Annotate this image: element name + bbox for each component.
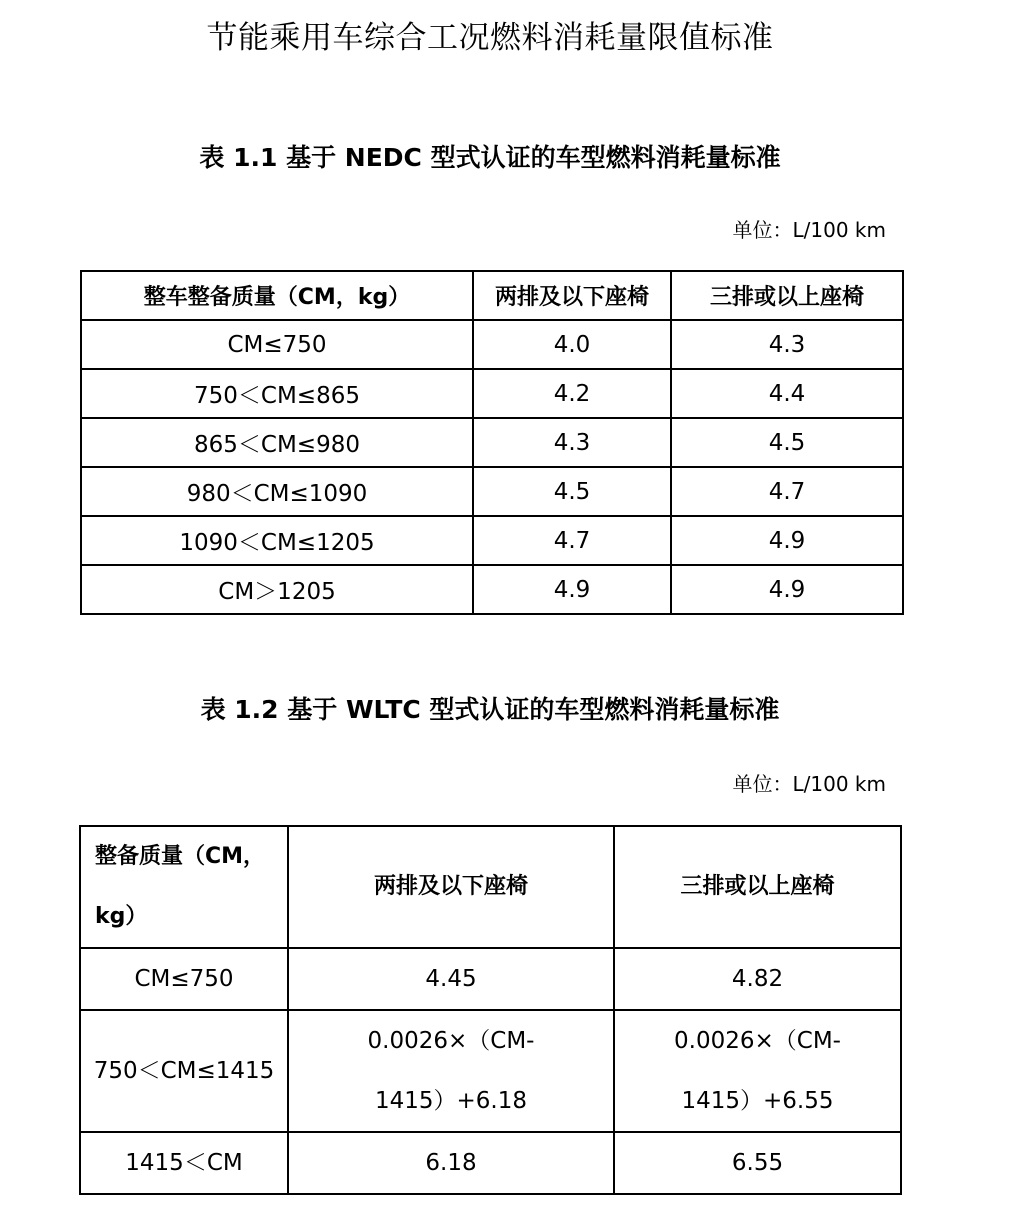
value-cell: 4.3 <box>473 418 671 467</box>
mass-cell: CM＞1205 <box>81 565 473 614</box>
table-row <box>81 369 903 418</box>
table-header-row <box>81 271 903 320</box>
table-row <box>81 320 903 369</box>
mass-cell: 750＜CM≤1415 <box>80 1010 288 1132</box>
value-cell: 4.5 <box>671 418 903 467</box>
mass-cell: 1090＜CM≤1205 <box>81 516 473 565</box>
table-row <box>81 418 903 467</box>
table-row <box>81 516 903 565</box>
table-header-row <box>80 826 901 948</box>
formula-cell: 0.0026×（CM-1415）+6.55 <box>614 1010 901 1132</box>
value-cell: 4.2 <box>473 369 671 418</box>
column-header-mass: 整车整备质量（CM，kg） <box>81 271 473 320</box>
value-cell: 4.7 <box>671 467 903 516</box>
formula-cell: 0.0026×（CM-1415）+6.18 <box>288 1010 614 1132</box>
value-cell: 4.0 <box>473 320 671 369</box>
value-cell: 6.55 <box>614 1132 901 1194</box>
mass-cell: CM≤750 <box>80 948 288 1010</box>
document-title: 节能乘用车综合工况燃料消耗量限值标准 <box>206 20 774 56</box>
value-cell: 4.9 <box>671 516 903 565</box>
value-cell: 6.18 <box>288 1132 614 1194</box>
mass-cell: 750＜CM≤865 <box>81 369 473 418</box>
wltc-fuel-table <box>79 825 902 1195</box>
table-1-caption: 表 1.1 基于 NEDC 型式认证的车型燃料消耗量标准 <box>199 143 781 172</box>
value-cell: 4.9 <box>671 565 903 614</box>
column-header-three-rows: 三排或以上座椅 <box>671 271 903 320</box>
column-header-mass: 整备质量（CM，kg） <box>80 826 288 948</box>
mass-cell: CM≤750 <box>81 320 473 369</box>
mass-cell: 1415＜CM <box>80 1132 288 1194</box>
value-cell: 4.3 <box>671 320 903 369</box>
value-cell: 4.82 <box>614 948 901 1010</box>
column-header-two-rows: 两排及以下座椅 <box>473 271 671 320</box>
value-cell: 4.9 <box>473 565 671 614</box>
value-cell: 4.4 <box>671 369 903 418</box>
table-row <box>80 948 901 1010</box>
value-cell: 4.5 <box>473 467 671 516</box>
table-row <box>81 565 903 614</box>
table-2-unit: 单位：L/100 km <box>732 772 886 796</box>
mass-cell: 980＜CM≤1090 <box>81 467 473 516</box>
mass-cell: 865＜CM≤980 <box>81 418 473 467</box>
table-row <box>81 467 903 516</box>
table-2-caption: 表 1.2 基于 WLTC 型式认证的车型燃料消耗量标准 <box>200 695 780 724</box>
table-row <box>80 1132 901 1194</box>
table-row <box>80 1010 901 1132</box>
column-header-three-rows: 三排或以上座椅 <box>614 826 901 948</box>
table-1-unit: 单位：L/100 km <box>732 218 886 242</box>
nedc-fuel-table <box>80 270 904 615</box>
value-cell: 4.45 <box>288 948 614 1010</box>
column-header-two-rows: 两排及以下座椅 <box>288 826 614 948</box>
value-cell: 4.7 <box>473 516 671 565</box>
